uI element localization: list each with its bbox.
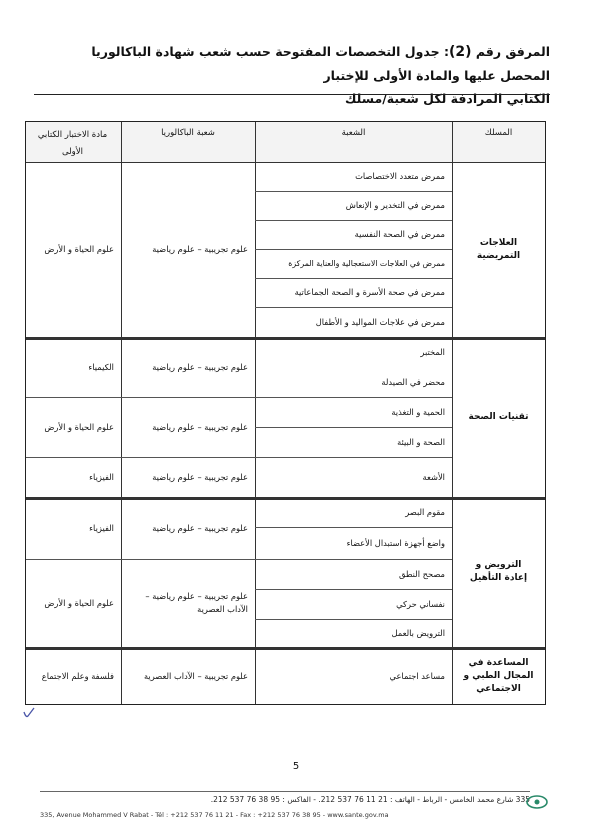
header-masalik: المسلك bbox=[484, 128, 513, 138]
header-shuba: الشعبة bbox=[341, 128, 366, 138]
header-exam: مادة الاختبار الكتابي الأولى bbox=[37, 130, 108, 157]
masalik-cell: الترويض و إعادة التأهيل bbox=[469, 560, 528, 583]
specialty-cell: ممرض في الصحة النفسية bbox=[354, 229, 445, 239]
specialty-cell: الصحة و البيئة bbox=[397, 436, 445, 447]
bac-cell: علوم تجريبية – علوم رياضية bbox=[152, 361, 248, 372]
exam-cell: علوم الحياة و الأرض bbox=[44, 421, 114, 432]
ministry-logo-icon bbox=[526, 793, 548, 811]
bac-cell: علوم تجريبية – علوم رياضية bbox=[152, 244, 248, 254]
bac-cell: علوم تجريبية – علوم رياضية bbox=[152, 421, 248, 432]
bac-cell: علوم تجريبية – الآداب العصرية bbox=[143, 671, 248, 681]
exam-cell: علوم الحياة و الأرض bbox=[44, 597, 114, 608]
specialty-cell: مقوم البصر bbox=[405, 506, 445, 517]
specialty-cell: ممرض في التخدير و الإنعاش bbox=[345, 200, 445, 210]
annex-number: (2) bbox=[448, 44, 472, 60]
exam-cell: الفيزياء bbox=[89, 471, 114, 482]
specialty-cell: الحمية و التغذية bbox=[391, 406, 445, 417]
specialty-cell: واضع أجهزة استبدال الأعضاء bbox=[346, 537, 445, 548]
masalik-cell: العلاجات التمريضية bbox=[476, 237, 521, 261]
masalik-cell: تقنيات الصحة bbox=[468, 411, 529, 422]
specialty-cell: نفساني حركي bbox=[396, 598, 445, 609]
page-number: 5 bbox=[292, 761, 300, 772]
specialty-cell: ممرض في صحة الأسرة و الصحة الجماعاتية bbox=[294, 287, 445, 297]
exam-cell: علوم الحياة و الأرض bbox=[44, 244, 114, 254]
title-line-1 bbox=[40, 40, 550, 87]
title-prefix: المرفق رقم bbox=[475, 44, 550, 59]
title-line-1-rest: : جدول التخصصات المفتوحة حسب شعب شهادة الباكالوريا المحصل عليها والمادة الأولى للإختبار bbox=[91, 44, 550, 83]
bac-cell: علوم تجريبية – علوم رياضية bbox=[152, 522, 248, 533]
footer-address-arabic: 335 شارع محمد الخامس - الرباط - الهاتف : 21 11 76 537 212. - الفاكس : 95 38 76 537 212. bbox=[210, 795, 530, 804]
footer-address-latin: 335, Avenue Mohammed V Rabat - Tél : +212 537 76 11 21 - Fax : +212 537 76 38 95 - www.sante.gov.ma bbox=[40, 811, 389, 819]
exam-cell: فلسفة وعلم الاجتماع bbox=[41, 671, 114, 681]
specialty-cell: مصحح النطق bbox=[398, 568, 445, 579]
specialty-cell: المختبر bbox=[420, 346, 445, 357]
specialty-cell: ممرض في العلاجات الاستعجالية والعناية المركزة bbox=[288, 259, 445, 268]
specialty-cell: محضر في الصيدلة bbox=[381, 376, 445, 387]
specialty-cell: الأشعة bbox=[422, 471, 445, 482]
footer-rule bbox=[40, 791, 530, 792]
handwritten-check-mark bbox=[22, 706, 36, 720]
title-rule bbox=[34, 94, 550, 95]
exam-cell: الفيزياء bbox=[89, 522, 114, 533]
specialty-cell: ممرض في علاجات المواليد و الأطفال bbox=[315, 316, 445, 327]
exam-cell: الكيمياء bbox=[88, 361, 114, 372]
document-title bbox=[40, 40, 550, 110]
specialty-cell: ممرض متعدد الاختصاصات bbox=[355, 171, 445, 181]
specialties-table bbox=[25, 121, 546, 705]
masalik-cell: المساعدة في المجال الطبي و الاجتماعي bbox=[463, 658, 534, 694]
specialty-cell: الترويض بالعمل bbox=[391, 627, 445, 638]
header-bac: شعبة الباكالوريا bbox=[161, 128, 215, 138]
bac-cell: علوم تجريبية – علوم رياضية – الآداب العصرية bbox=[145, 591, 248, 614]
specialty-cell: مساعد اجتماعي bbox=[389, 671, 445, 681]
title-line-2: الكتابي المرادفة لكل شعبة/مسلك bbox=[345, 91, 550, 106]
bac-cell: علوم تجريبية – علوم رياضية bbox=[152, 471, 248, 482]
